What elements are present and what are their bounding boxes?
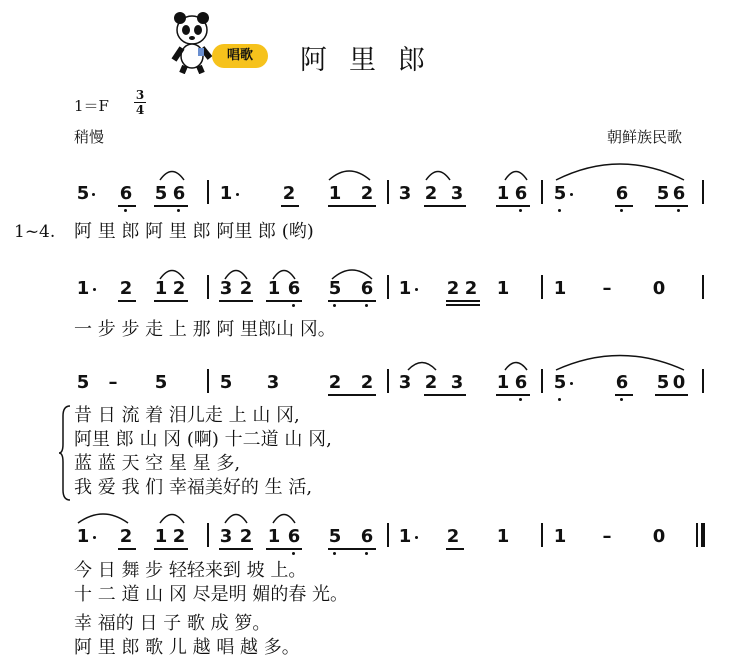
- note: 1: [328, 183, 342, 204]
- note: 0: [652, 278, 666, 299]
- note: 1: [267, 526, 281, 547]
- lyric-ending-3: 幸 福的 日 子 歌 成 箩。: [74, 613, 271, 634]
- note: 2: [239, 278, 253, 299]
- note: 1: [398, 526, 412, 547]
- lyric-ending-1: 今 日 舞 步 轻轻来到 坡 上。: [74, 560, 307, 581]
- note: 3: [450, 183, 464, 204]
- note: 1: [553, 526, 567, 547]
- lyric-verse-4: 我 爱 我 们 幸福美好的 生 活,: [74, 477, 313, 498]
- song-title: 阿里郎: [300, 45, 447, 76]
- note: 2: [328, 372, 342, 393]
- key-signature: 1＝F: [74, 97, 109, 115]
- note: 6: [514, 183, 528, 204]
- note: 5: [328, 526, 342, 547]
- note: 1: [496, 372, 510, 393]
- note: 5: [328, 278, 342, 299]
- note: 1: [267, 278, 281, 299]
- lyric-verse-1: 昔 日 流 着 泪儿走 上 山 冈,: [74, 405, 300, 426]
- note: 3: [450, 372, 464, 393]
- note: 1: [553, 278, 567, 299]
- note: 1: [154, 526, 168, 547]
- note: 1: [76, 278, 90, 299]
- note: 2: [446, 526, 460, 547]
- note: 5: [553, 372, 567, 393]
- note: 2: [446, 278, 460, 299]
- note: 2: [464, 278, 478, 299]
- lyric-ending-4: 阿 里 郎 歌 儿 越 唱 越 多。: [74, 637, 300, 658]
- note: 0: [652, 526, 666, 547]
- note: 6: [514, 372, 528, 393]
- note: 6: [172, 183, 186, 204]
- note: 3: [398, 372, 412, 393]
- note: 2: [119, 278, 133, 299]
- note: 6: [615, 372, 629, 393]
- lyric-line-1: 阿 里 郎 阿 里 郎 阿里 郎 (哟): [74, 221, 314, 242]
- verse-number: 1~4.: [14, 222, 56, 242]
- note: 2: [119, 526, 133, 547]
- note: 6: [287, 526, 301, 547]
- lyric-verse-3: 蓝 蓝 天 空 星 星 多,: [74, 453, 241, 474]
- note: 3: [219, 278, 233, 299]
- note: 2: [360, 372, 374, 393]
- panda-mascot-icon: [168, 8, 218, 74]
- note: 6: [119, 183, 133, 204]
- note: 1: [76, 526, 90, 547]
- note: 2: [172, 526, 186, 547]
- note: 5: [553, 183, 567, 204]
- note: 5: [154, 372, 168, 393]
- note: 2: [172, 278, 186, 299]
- note: 5: [76, 372, 90, 393]
- note: –: [108, 372, 118, 393]
- time-signature-denominator: 4: [135, 103, 145, 117]
- note: 1: [496, 183, 510, 204]
- note: 0: [672, 372, 686, 393]
- note: 1: [496, 526, 510, 547]
- note: 3: [398, 183, 412, 204]
- sing-badge: 唱歌: [212, 44, 268, 68]
- time-signature: [134, 88, 146, 117]
- note: 2: [424, 372, 438, 393]
- note: 1: [154, 278, 168, 299]
- note: 5: [154, 183, 168, 204]
- note: 5: [656, 372, 670, 393]
- note: 1: [496, 278, 510, 299]
- note: 1: [398, 278, 412, 299]
- time-signature-numerator: 3: [135, 88, 145, 102]
- note: –: [602, 526, 612, 547]
- note: 5: [219, 372, 233, 393]
- note: 2: [360, 183, 374, 204]
- note: 5: [656, 183, 670, 204]
- note: 6: [672, 183, 686, 204]
- note: 2: [239, 526, 253, 547]
- note: 6: [287, 278, 301, 299]
- note: 2: [282, 183, 296, 204]
- note: 3: [219, 526, 233, 547]
- lyric-verse-2: 阿里 郎 山 冈 (啊) 十二道 山 冈,: [74, 429, 332, 450]
- note: 2: [424, 183, 438, 204]
- note: 1: [219, 183, 233, 204]
- song-origin: 朝鲜族民歌: [607, 128, 683, 146]
- lyric-ending-2: 十 二 道 山 冈 尽是明 媚的春 光。: [74, 584, 349, 605]
- note: 5: [76, 183, 90, 204]
- note: 6: [615, 183, 629, 204]
- final-barline: [701, 523, 705, 547]
- tempo-marking: 稍慢: [74, 128, 105, 146]
- note: 6: [360, 526, 374, 547]
- lyric-line-2: 一 步 步 走 上 那 阿 里郎山 冈。: [74, 319, 336, 340]
- note: –: [602, 278, 612, 299]
- note: 3: [266, 372, 280, 393]
- verse-brace: [58, 404, 72, 502]
- note: 6: [360, 278, 374, 299]
